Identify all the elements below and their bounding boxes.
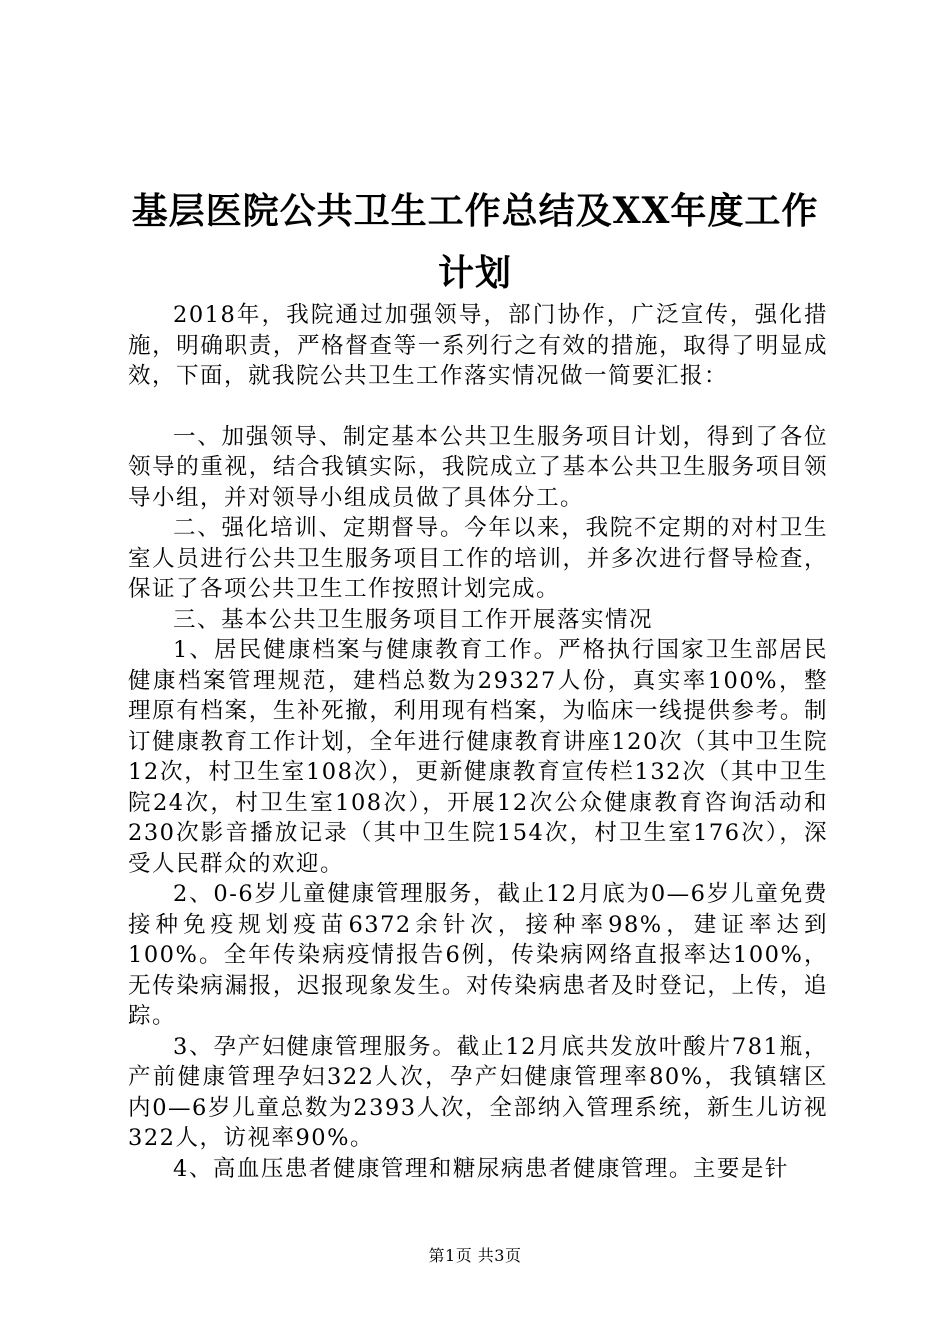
document-title: 基层医院公共卫生工作总结及XX年度工作计划 <box>131 190 819 294</box>
page-footer: 第1页 共3页 <box>428 1246 522 1265</box>
paragraph-item-1: 1、居民健康档案与健康教育工作。严格执行国家卫生部居民健康档案管理规范，建档总数为29327人份，真实率100%，整理原有档案，生补死撤，利用现有档案，为临床一线提供参考。制订健康教育工作计划，全年进行健康教育讲座120次（其中卫生院12次，村卫生室108次），更新健康教育宣传栏132次（其中卫生院24次，村卫生室108次），开展12次公众健康教育咨询活动和230次影音播放记录（其中卫生院154次，村卫生室176次），深受人民群众的欢迎。 <box>128 637 828 877</box>
paragraph-item-3: 3、孕产妇健康管理服务。截止12月底共发放叶酸片781瓶，产前健康管理孕妇322人次，孕产妇健康管理率80%，我镇辖区内0—6岁儿童总数为2393人次，全部纳入管理系统，新生儿访视322人，访视率90%。 <box>128 1033 828 1151</box>
paragraph-item-4: 4、高血压患者健康管理和糖尿病患者健康管理。主要是针 <box>173 1155 789 1182</box>
paragraph-intro: 2018年，我院通过加强领导，部门协作，广泛宣传，强化措施，明确职责，严格督查等一系列行之有效的措施，取得了明显成效，下面，就我院公共卫生工作落实情况做一简要汇报： <box>128 302 828 389</box>
paragraph-item-2: 2、0-6岁儿童健康管理服务，截止12月底为0—6岁儿童免费接种免疫规划疫苗6372余针次，接种率98%，建证率达到100%。全年传染病疫情报告6例，传染病网络直报率达100%，无传染病漏报，迟报现象发生。对传染病患者及时登记，上传，追踪。 <box>128 881 828 1029</box>
paragraph-section-3-heading: 三、基本公共卫生服务项目工作开展落实情况 <box>173 606 654 633</box>
paragraph-section-1: 一、加强领导、制定基本公共卫生服务项目计划，得到了各位领导的重视，结合我镇实际，我院成立了基本公共卫生服务项目领导小组，并对领导小组成员做了具体分工。 <box>128 423 828 511</box>
paragraph-section-2: 二、强化培训、定期督导。今年以来，我院不定期的对村卫生室人员进行公共卫生服务项目工作的培训，并多次进行督导检查，保证了各项公共卫生工作按照计划完成。 <box>128 515 828 602</box>
document-body <box>128 300 828 1184</box>
